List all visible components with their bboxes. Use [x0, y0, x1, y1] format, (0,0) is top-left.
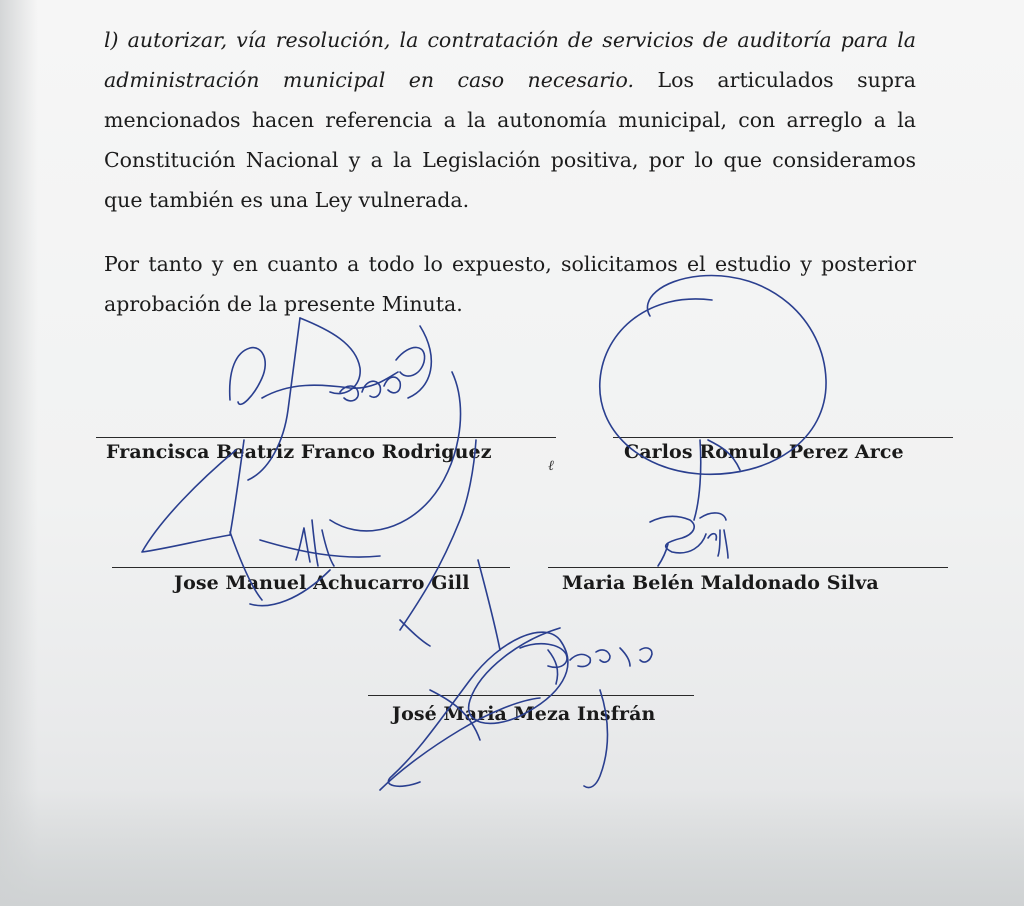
page-bottom-shadow	[0, 790, 1024, 906]
document-body	[104, 20, 916, 324]
signatory-name-4: Maria Belén Maldonado Silva	[562, 572, 879, 594]
signature-line-5	[368, 695, 694, 696]
signature-line-4	[548, 567, 948, 568]
signatory-name-2: Carlos Romulo Perez Arce	[624, 441, 904, 463]
paragraph-request: Por tanto y en cuanto a todo lo expuesto, solicitamos el estudio y posterior aprobación de la presente Minuta.	[104, 252, 916, 316]
signatory-name-3: Jose Manuel Achucarro Gill	[174, 572, 470, 594]
signature-line-1	[96, 437, 556, 438]
signatory-name-1: Francisca Beatriz Franco Rodriguez	[106, 441, 492, 463]
page-edge-shadow	[0, 0, 38, 906]
paragraph-autonomy	[104, 20, 916, 220]
quoted-clause: l) autorizar, vía resolución, la contratación de servicios de auditoría para la administración municipal en caso necesario.	[104, 28, 916, 92]
paragraph-autonomy-text: Los articulados supra mencionados hacen referencia a la autonomía municipal, con arreglo a la Constitución Nacional y a la Legislación positiva, por lo que consideramos que también es una Ley vulnerada.	[104, 68, 917, 212]
signature-line-2	[613, 437, 953, 438]
svg-text:ℓ: ℓ	[548, 458, 554, 474]
signatory-name-5: José Maria Meza Insfrán	[392, 703, 656, 725]
signature-line-3	[112, 567, 510, 568]
